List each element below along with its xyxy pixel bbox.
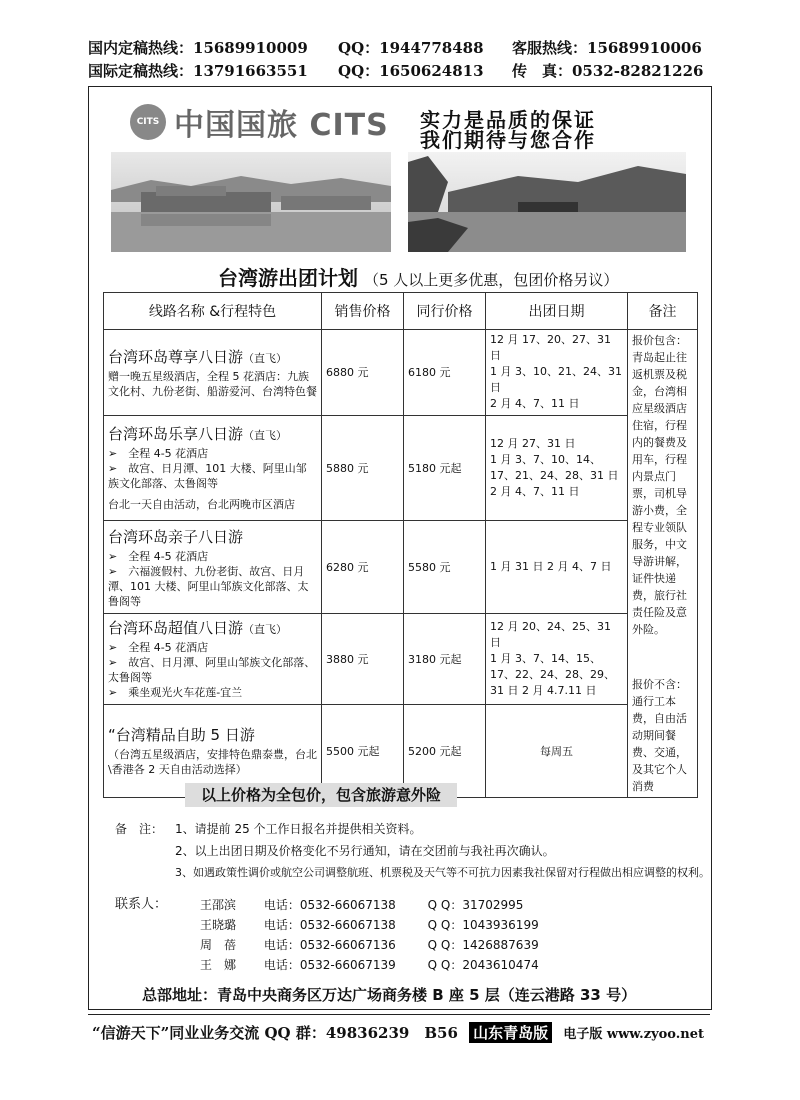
route-cell bbox=[104, 330, 322, 416]
sale-price: 5500 元起 bbox=[322, 704, 404, 797]
route-feature: ➢ 故宫、日月潭、101 大楼、阿里山邹族文化部落、太鲁阁等 bbox=[108, 462, 307, 491]
col-route: 线路名称 &行程特色 bbox=[104, 293, 322, 330]
route-name: “台湾精品自助 5 日游 bbox=[108, 726, 255, 745]
lake-photo bbox=[408, 152, 686, 252]
peer-price: 5580 元 bbox=[404, 521, 486, 614]
sale-price: 6280 元 bbox=[322, 521, 404, 614]
domestic-hotline: 国内定稿热线：15689910009 bbox=[88, 39, 308, 57]
contact-row bbox=[200, 916, 600, 933]
contact-phone: 电话：0532-66067136 bbox=[263, 938, 396, 952]
route-feature: 台北一天自由活动，台北两晚市区酒店 bbox=[108, 498, 295, 512]
hq-address: 总部地址：青岛中央商务区万达广场商务楼 B 座 5 层（连云港路 33 号） bbox=[142, 986, 637, 1004]
cits-logo bbox=[130, 100, 389, 144]
route-feature: ➢ 全程 4-5 花酒店 bbox=[108, 641, 209, 655]
contact-row bbox=[200, 936, 600, 953]
col-peer-price: 同行价格 bbox=[404, 293, 486, 330]
title-main: 台湾游出团计划 bbox=[218, 266, 358, 290]
notes-label: 备 注： bbox=[115, 822, 164, 836]
contact-qq: Q Q：1426887639 bbox=[427, 938, 539, 952]
route-name: 台湾环岛亲子八日游 bbox=[108, 527, 244, 546]
fax-line: 传 真：0532-82821226 bbox=[512, 62, 704, 80]
footer-group: “信游天下”同业业务交流 QQ 群：49836239 B56 bbox=[92, 1024, 458, 1042]
slogan-line-1: 实力是品质的保证 bbox=[420, 108, 596, 132]
title-sub: （5 人以上更多优惠，包团价格另议） bbox=[364, 271, 619, 289]
page-title bbox=[218, 262, 618, 291]
table-row bbox=[104, 415, 698, 520]
intl-hotline: 国际定稿热线：13791663551 bbox=[88, 62, 308, 80]
tour-table bbox=[103, 292, 698, 798]
note-item: 2、以上出团日期及价格变化不另行通知，请在交团前与我社再次确认。 bbox=[175, 844, 555, 858]
departure-dates: 每周五 bbox=[486, 704, 628, 797]
remark-excluded: 报价不含：通行工本费，自由活动期间餐费、交通，及其它个人消费 bbox=[632, 678, 687, 793]
table-row bbox=[104, 614, 698, 705]
route-name: 台湾环岛超值八日游 bbox=[108, 619, 244, 638]
table-row bbox=[104, 521, 698, 614]
footer-edition: 山东青岛版 bbox=[469, 1022, 552, 1043]
route-feature: ➢ 乘坐观光火车花莲-宜兰 bbox=[108, 686, 243, 700]
col-dates: 出团日期 bbox=[486, 293, 628, 330]
route-cell bbox=[104, 521, 322, 614]
contact-row bbox=[200, 896, 600, 913]
peer-price: 5180 元起 bbox=[404, 415, 486, 520]
contact-phone: 电话：0532-66067139 bbox=[263, 958, 396, 972]
contact-row bbox=[200, 956, 600, 973]
cits-emblem-icon: CITS bbox=[130, 104, 166, 140]
route-feature: （台湾五星级酒店，安排特色鼎泰豊，台北\香港各 2 天自由活动选择） bbox=[108, 748, 317, 777]
contact-name: 周 蓓 bbox=[200, 938, 237, 952]
route-sub: （直飞） bbox=[243, 429, 288, 443]
notes-block bbox=[115, 818, 710, 884]
service-hotline: 客服热线：15689910006 bbox=[512, 39, 702, 57]
slogan-line-2: 我们期待与您合作 bbox=[420, 128, 596, 152]
contact-name: 王邵滨 bbox=[200, 898, 237, 912]
sale-price: 6880 元 bbox=[322, 330, 404, 416]
sale-price: 3880 元 bbox=[322, 614, 404, 705]
sale-price: 5880 元 bbox=[322, 415, 404, 520]
table-header bbox=[104, 293, 698, 330]
harbor-photo bbox=[111, 152, 391, 252]
route-name: 台湾环岛乐享八日游 bbox=[108, 425, 244, 444]
route-name: 台湾环岛尊享八日游 bbox=[108, 347, 244, 366]
contact-name: 王 娜 bbox=[200, 958, 237, 972]
peer-price: 3180 元起 bbox=[404, 614, 486, 705]
contact-phone: 电话：0532-66067138 bbox=[263, 918, 396, 932]
contacts-label: 联系人： bbox=[115, 897, 168, 912]
departure-dates: 1 月 31 日 2 月 4、7 日 bbox=[486, 521, 628, 614]
contact-qq: Q Q：31702995 bbox=[427, 898, 524, 912]
footer bbox=[92, 1022, 704, 1043]
cits-logo-text: 中国国旅 CITS bbox=[174, 108, 389, 143]
footer-site[interactable]: 电子版 www.zyoo.net bbox=[563, 1027, 704, 1042]
route-cell bbox=[104, 614, 322, 705]
remark-cell bbox=[628, 330, 698, 798]
route-feature: ➢ 六福渡假村、九份老街、故宫、日月潭、101 大楼、阿里山邹族文化部落、太鲁阁等 bbox=[108, 564, 309, 608]
intl-qq: QQ：1650624813 bbox=[338, 62, 484, 80]
footer-rule bbox=[88, 1014, 710, 1015]
contact-qq: Q Q：2043610474 bbox=[427, 958, 539, 972]
route-sub: （直飞） bbox=[243, 623, 288, 637]
contact-name: 王晓璐 bbox=[200, 918, 237, 932]
route-feature: ➢ 故宫、日月潭、阿里山邹族文化部落、太鲁阁等 bbox=[108, 656, 316, 685]
table-row bbox=[104, 330, 698, 416]
route-feature: ➢ 全程 4-5 花酒店 bbox=[108, 447, 209, 461]
remark-included: 报价包含：青岛起止往返机票及税金，台湾相应星级酒店住宿，行程内的餐费及用车，行程内景点门票，司机导游小费，全程专业领队服务，中文导游讲解，证件快递费，旅行社责任险及意外险。 bbox=[632, 334, 687, 636]
col-sale-price: 销售价格 bbox=[322, 293, 404, 330]
domestic-qq: QQ：1944778488 bbox=[338, 39, 484, 57]
note-item: 1、请提前 25 个工作日报名并提供相关资料。 bbox=[175, 822, 422, 836]
included-note: 以上价格为全包价，包含旅游意外险 bbox=[185, 783, 457, 807]
peer-price: 6180 元 bbox=[404, 330, 486, 416]
contact-phone: 电话：0532-66067138 bbox=[263, 898, 396, 912]
contact-qq: Q Q：1043936199 bbox=[427, 918, 539, 932]
route-feature: ➢ 全程 4-5 花酒店 bbox=[108, 549, 209, 563]
col-remark: 备注 bbox=[628, 293, 698, 330]
route-sub: （直飞） bbox=[243, 351, 288, 365]
departure-dates: 12 月 17、20、27、31 日 1 月 3、10、21、24、31 日 2 月 4、7、11 日 bbox=[486, 330, 628, 416]
note-item: 3、如遇政策性调价或航空公司调整航班、机票税及天气等不可抗力因素我社保留对行程做出相应调整的权利。 bbox=[175, 866, 710, 879]
peer-price: 5200 元起 bbox=[404, 704, 486, 797]
departure-dates: 12 月 20、24、25、31 日 1 月 3、7、14、15、17、22、24、28、29、31 日 2 月 4.7.11 日 bbox=[486, 614, 628, 705]
route-feature: 赠一晚五星级酒店，全程 5 花酒店：九族文化村、九份老街、船游爱河、台湾特色餐 bbox=[108, 369, 317, 398]
route-cell bbox=[104, 415, 322, 520]
departure-dates: 12 月 27、31 日 1 月 3、7、10、14、17、21、24、28、31 日 2 月 4、7、11 日 bbox=[486, 415, 628, 520]
